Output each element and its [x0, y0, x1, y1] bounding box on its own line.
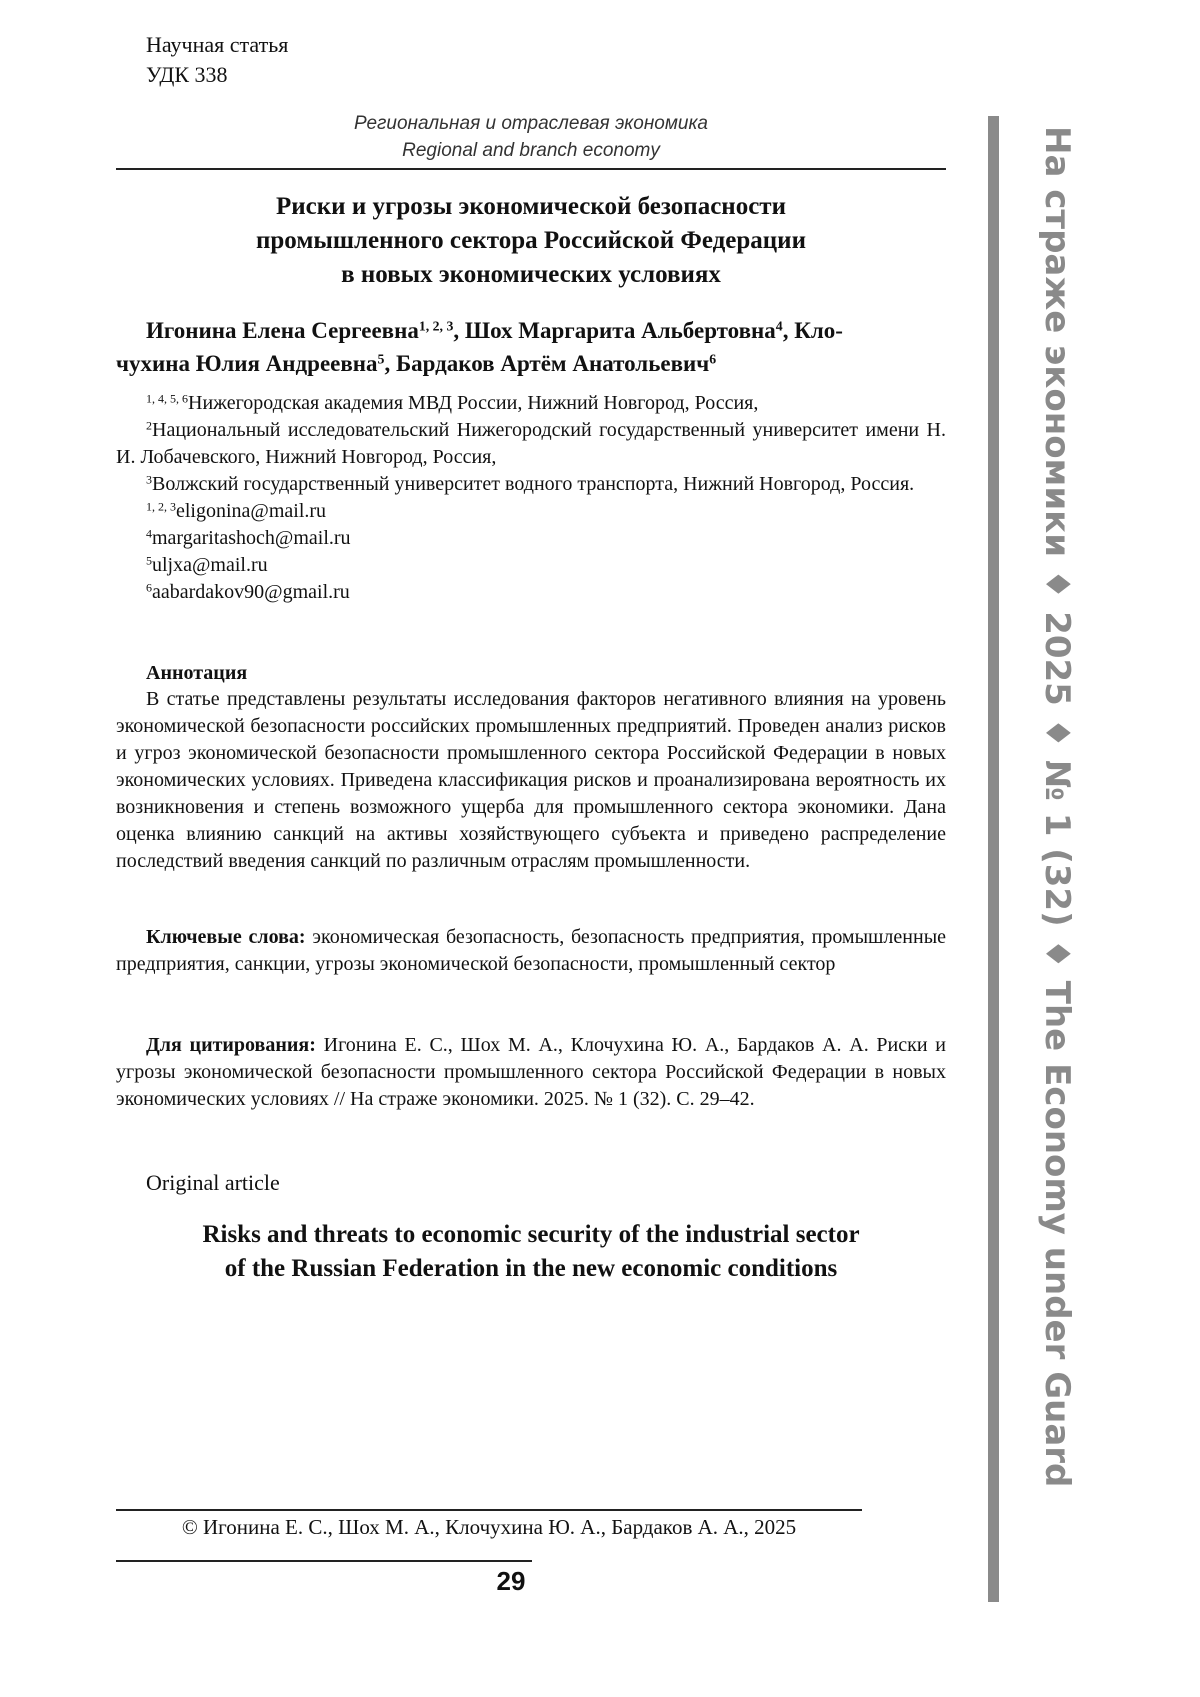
affiliation-text: Национальный исследовательский Нижегородский государственный университет имени Н. И. Лобачевского, Нижний Новгород, Россия, — [116, 419, 946, 468]
email-ref: 1, 2, 3 — [146, 499, 176, 514]
author-name-part: чухина Юлия Андреевна — [116, 351, 378, 376]
footer-divider-bottom — [116, 1560, 532, 1562]
section-header — [116, 110, 946, 164]
affiliation-ref: 1, 4, 5, 6 — [146, 391, 188, 406]
udc-code: УДК 338 — [146, 62, 228, 87]
author-affiliation-ref: 1, 2, 3 — [418, 318, 454, 334]
affiliation-text: Нижегородская академия МВД России, Нижний Новгород, Россия, — [188, 392, 759, 414]
abstract-heading: Аннотация — [146, 662, 248, 684]
author-affiliation-ref: 5 — [377, 351, 385, 367]
author-email — [116, 579, 946, 606]
email-ref: 5 — [146, 553, 152, 568]
author-name: Игонина Елена Сергеевна — [146, 318, 419, 343]
keywords-block — [116, 924, 946, 978]
author-affiliation-ref: 4 — [775, 318, 783, 334]
affiliation-ref: 3 — [146, 472, 152, 487]
citation-text: Игонина Е. С., Шох М. А., Клочухина Ю. А., Бардаков А. А. Риски и угрозы экономической безопасности промышленного сектора Российской Федерации в новых экономических условиях // На страже экономики. 2025. № 1 (32). С. 29–42. — [116, 1034, 947, 1110]
author-email — [116, 525, 946, 552]
keywords-label: Ключевые слова: — [146, 926, 306, 948]
email-address[interactable]: uljxa@mail.ru — [152, 554, 268, 576]
authors-row-1: Игонина Елена Сергеевна$^{1, 2, 3}$, Шох Маргарита Альбертовна$^4$, Кло- — [146, 318, 843, 343]
author-email — [116, 552, 946, 579]
authors-row-2: чухина Юлия Андреевна$^5$, Бардаков Артём Анатольевич$^6$ — [116, 351, 717, 376]
citation-paragraph — [116, 1032, 946, 1113]
title-ru-line: Риски и угрозы экономической безопасности — [276, 193, 786, 220]
email-address[interactable]: margaritashoch@mail.ru — [152, 527, 351, 549]
author-list — [116, 314, 946, 380]
affiliation — [116, 417, 946, 471]
title-ru-line: промышленного сектора Российской Федерации — [256, 227, 806, 254]
section-name-ru: Региональная и отраслевая экономика — [354, 113, 708, 134]
author-email — [116, 498, 946, 525]
title-en-line: of the Russian Federation in the new economic conditions — [224, 1255, 838, 1282]
footer-divider-top — [116, 1509, 862, 1511]
keywords-text: экономическая безопасность, безопасность предприятия, промышленные предприятия, санкции, угрозы экономической безопасности, промышленный сектор — [116, 926, 947, 975]
email-ref: 4 — [146, 526, 152, 541]
side-banner-container — [1032, 126, 1082, 1596]
affiliation — [116, 471, 946, 498]
article-meta — [146, 30, 288, 90]
page-number: 29 — [496, 1566, 526, 1596]
email-ref: 6 — [146, 580, 152, 595]
side-banner-journal: На страже экономики ♦ 2025 ♦ № 1 (32) ♦ The Economy under Guard — [1037, 126, 1077, 1488]
title-en-line: Risks and threats to economic security of the industrial sector — [202, 1221, 860, 1248]
original-article-label: Original article — [146, 1170, 280, 1195]
email-address[interactable]: aabardakov90@gmail.ru — [152, 581, 350, 603]
keywords-paragraph — [116, 924, 946, 978]
section-name-en: Regional and branch economy — [402, 140, 660, 161]
citation-block — [116, 1032, 946, 1113]
header-divider — [116, 168, 946, 170]
affiliation-ref: 2 — [146, 418, 152, 433]
abstract-text: В статье представлены результаты исследования факторов негативного влияния на уровень экономической безопасности российских промышленных предприятий. Проведен анализ рисков и угроз экономической безопасности промышленного сектора Российской Федерации в новых экономических условиях. Приведена классификация рисков и проанализирована вероятность их возникновения и степень возможного ущерба для промышленного сектора экономики. Дана оценка влиянию санкций на активы хозяйствующего субъекта и приведено распределение последствий введения санкций по различным отраслям промышленности. — [116, 688, 946, 872]
author-name: Шох Маргарита Альбертовна — [464, 318, 776, 343]
citation-label: Для цитирования: — [146, 1034, 316, 1056]
copyright-notice: © Игонина Е. С., Шох М. А., Клочухина Ю. А., Бардаков А. А., 2025 — [181, 1515, 797, 1539]
author-affiliation-ref: 6 — [709, 351, 717, 367]
side-bar — [988, 116, 999, 1602]
abstract-block — [116, 686, 946, 875]
author-name-part: Кло- — [794, 318, 843, 343]
article-title-ru — [116, 190, 946, 292]
email-address[interactable]: eligonina@mail.ru — [176, 500, 327, 522]
article-title-en — [116, 1218, 946, 1286]
affiliation-text: Волжский государственный университет водного транспорта, Нижний Новгород, Россия. — [152, 473, 915, 495]
affiliation — [116, 390, 946, 417]
article-type: Научная статья — [146, 32, 289, 57]
affiliations-block — [116, 390, 946, 606]
title-ru-line: в новых экономических условиях — [341, 261, 721, 288]
author-name: Бардаков Артём Анатольевич — [395, 351, 710, 376]
